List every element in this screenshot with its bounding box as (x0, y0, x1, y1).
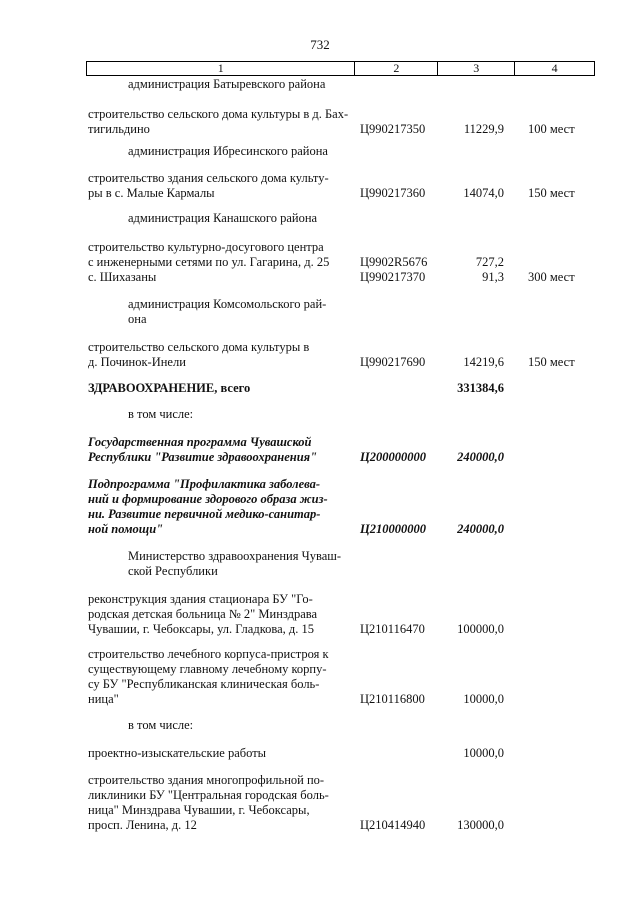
item-value: 14219,6 (463, 355, 504, 369)
item-value: 240000,0 (457, 450, 504, 464)
item-value: 727,2 (475, 255, 504, 269)
item-code: Ц9902R5676 (360, 255, 428, 269)
page-number: 732 (310, 37, 330, 52)
item-name: строительство сельского дома культуры в д. Бах- тигильдино (88, 107, 349, 136)
subheading: в том числе: (128, 718, 194, 732)
item-code: Ц200000000 (360, 450, 426, 464)
header-col-3: 3 (438, 62, 515, 75)
org-name: администрация Канашского района (128, 211, 318, 225)
item-code: Ц990217370 (360, 270, 426, 284)
item-name: строительство здания сельского дома культу- ры в с. Малые Кармалы (88, 171, 329, 200)
org-name: администрация Батыревского района (128, 77, 326, 91)
item-capacity: 300 мест (528, 270, 575, 284)
item-value: 10000,0 (463, 692, 504, 706)
item-code: Ц210116800 (360, 692, 425, 706)
item-code: Ц990217350 (360, 122, 426, 136)
item-value: 240000,0 (457, 522, 504, 536)
item-name: реконструкция здания стационара БУ "Го- родская детская больница № 2" Минздрава Чувашии, г. Чебоксары, ул. Гладкова, д. 15 (88, 592, 318, 636)
item-capacity: 150 мест (528, 355, 575, 369)
program-name: Государственная программа Чувашской Республики "Развитие здравоохранения" (88, 435, 318, 464)
item-name: проектно-изыскательские работы (88, 746, 267, 760)
item-value: 91,3 (482, 270, 504, 284)
header-col-2: 2 (355, 62, 438, 75)
org-name: Министерство здравоохранения Чуваш- ской Республики (128, 549, 342, 578)
item-name: строительство культурно-досугового центра с инженерными сетями по ул. Гагарина, д. 25 с. Шихазаны (88, 240, 330, 284)
item-value: 10000,0 (463, 746, 504, 760)
header-col-1: 1 (87, 62, 355, 75)
subprogram-name: Подпрограмма "Профилактика заболева- ний и формирование здорового образа жиз- ни. Развитие первичной медико-санитар- ной помощи" (88, 477, 328, 536)
section-total: 331384,6 (457, 381, 504, 395)
item-code: Ц990217690 (360, 355, 426, 369)
item-value: 130000,0 (457, 818, 504, 832)
section-title: ЗДРАВООХРАНЕНИЕ, всего (88, 381, 251, 395)
item-capacity: 100 мест (528, 122, 575, 136)
item-name: строительство сельского дома культуры в д. Починок-Инели (88, 340, 310, 369)
org-name: администрация Комсомольского рай- она (128, 297, 327, 326)
org-name: администрация Ибресинского района (128, 144, 328, 158)
table-header (86, 61, 595, 76)
item-code: Ц210000000 (360, 522, 426, 536)
header-col-4: 4 (551, 61, 558, 75)
item-value: 14074,0 (463, 186, 504, 200)
item-capacity: 150 мест (528, 186, 575, 200)
item-value: 100000,0 (457, 622, 504, 636)
item-name: строительство здания многопрофильной по- ликлиники БУ "Центральная городская боль- ница" Минздрава Чувашии, г. Чебоксары, просп. Ленина, д. 12 (88, 773, 329, 832)
item-code: Ц210414940 (360, 818, 426, 832)
item-code: Ц990217360 (360, 186, 426, 200)
item-code: Ц210116470 (360, 622, 425, 636)
item-name: строительство лечебного корпуса-пристроя к существующему главному лечебному корпу- су БУ "Республиканская клиническая боль- ница" (88, 647, 329, 706)
item-value: 11229,9 (463, 122, 504, 136)
subheading: в том числе: (128, 407, 194, 421)
